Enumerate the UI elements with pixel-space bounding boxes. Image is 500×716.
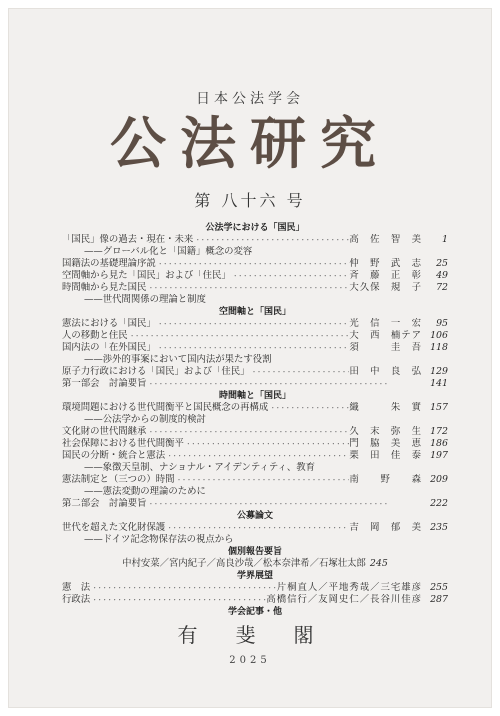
leader-dots: [156, 318, 350, 330]
toc-subtitle: ——渉外的事案において国内法が果たす役割: [84, 354, 272, 365]
volume-number: 第 八十六 号: [194, 191, 306, 210]
toc-author-list: 中村安菜／宮内紀子／高良沙哉／松本奈津希／石塚壮太郎: [122, 558, 366, 569]
toc-entry-author: 高 佐 智 美: [349, 234, 422, 245]
toc-entry-title: 世代を超えた文化財保護: [62, 522, 166, 533]
toc-page-number: 129: [430, 366, 448, 377]
toc-entry-author: 仲 野 武 志: [349, 258, 422, 269]
toc-page-number: 106: [430, 330, 448, 341]
leader-dots: [250, 366, 350, 378]
toc-page-number: 255: [430, 582, 448, 593]
toc-entry-author: 大 西 楠テア: [349, 330, 422, 341]
society-name: 日本公法学会: [196, 91, 304, 107]
toc-entry: [62, 426, 448, 438]
toc-page-number: 197: [430, 450, 448, 461]
book-cover: [8, 8, 492, 708]
journal-title: 公法研究: [110, 111, 390, 177]
toc-entry: [62, 402, 448, 414]
toc-entry: [62, 318, 448, 330]
toc-entry: [62, 258, 448, 270]
leader-dots: [193, 234, 349, 246]
toc-subtitle: ——憲法変動の理論のために: [84, 486, 206, 497]
toc-entry-author: 須 圭 吾: [349, 342, 422, 353]
toc-page-number: 157: [430, 402, 448, 413]
toc-entry-title: 原子力行政における「国民」および「住民」: [62, 366, 250, 377]
leader-dots: [268, 402, 349, 414]
toc-entry-title: 環境問題における世代間衡平と国民概念の再構成: [62, 402, 269, 413]
toc-entry-title: 国籍法の基礎理論序説: [62, 258, 156, 269]
toc-entry: [62, 270, 448, 282]
toc-page-number: 1: [442, 234, 448, 245]
toc-entry-author: 光 信 一 宏: [349, 318, 422, 329]
toc-entry-author: 大久保 規 子: [349, 282, 422, 293]
toc-page-number: 25: [436, 258, 448, 269]
publication-year: 2025: [229, 655, 271, 666]
leader-dots: [128, 330, 350, 342]
toc-entry-title: 文化財の世代間継承: [62, 426, 147, 437]
leader-dots: [184, 438, 349, 450]
toc-section-heading: 学界展望: [236, 571, 273, 581]
toc-entry: [62, 582, 448, 594]
leader-dots: [165, 450, 349, 462]
toc-entry-author: 吉 岡 郁 美: [349, 522, 422, 533]
leader-dots: [175, 474, 350, 486]
toc-entry-author: 織 朱 實: [349, 402, 422, 413]
toc-subtitle: ——象徴天皇制、ナショナル・アイデンティティ、教育: [84, 462, 315, 473]
toc-entry-title: 憲法制定と（三つの）時間: [62, 474, 175, 485]
toc-entry-title: 第一部会 討論要旨: [62, 378, 147, 389]
toc-entry-title: 憲法における「国民」: [62, 318, 156, 329]
toc-subtitle: ——グローバル化と「国籍」概念の変容: [84, 246, 253, 257]
toc-report-authors: [62, 558, 448, 570]
toc-subtitle: ——公法学からの制度的検討: [84, 414, 206, 425]
toc-entry: [62, 342, 448, 354]
toc-entry: [62, 498, 448, 510]
toc-entry: [62, 474, 448, 486]
toc-page-number: 72: [436, 282, 448, 293]
toc-entry: [62, 282, 448, 294]
toc-page-number: 118: [430, 342, 448, 353]
toc-entry: [62, 234, 448, 246]
toc-page-number: 186: [430, 438, 448, 449]
toc-entry-title: 第二部会 討論要旨: [62, 498, 147, 509]
toc-section-heading: 時間軸と「国民」: [218, 391, 291, 401]
leader-dots: [146, 426, 349, 438]
toc-entry: [62, 378, 448, 390]
toc-subtitle: ——世代間関係の理論と制度: [84, 294, 206, 305]
leader-dots: [146, 282, 349, 294]
toc-entry-author: 門 脇 美 恵: [349, 438, 422, 449]
toc-subtitle: ——ドイツ記念物保存法の視点から: [84, 534, 234, 545]
toc-entry-author: 斉 藤 正 彰: [349, 270, 422, 281]
toc-entry-author: 久 末 弥 生: [349, 426, 422, 437]
toc-section-heading: 公法学における「国民」: [205, 223, 305, 233]
toc-entry-author: 田 中 良 弘: [349, 366, 422, 377]
toc-section-heading: 公募論文: [236, 511, 273, 521]
table-of-contents: [62, 222, 448, 618]
leader-dots: [156, 258, 350, 270]
leader-dots: [231, 270, 350, 282]
toc-entry-title: 社会保障における世代間衡平: [62, 438, 184, 449]
toc-entry: [62, 450, 448, 462]
toc-section-heading: 個別報告要旨: [227, 547, 282, 557]
toc-entry-title: 国民の分断・統合と憲法: [62, 450, 166, 461]
toc-page-number: 245: [369, 558, 388, 569]
toc-entry: [62, 330, 448, 342]
toc-entry-author: 南 野 森: [349, 474, 422, 485]
toc-page-number: 95: [436, 318, 448, 329]
toc-entry-author: 栗 田 佳 泰: [349, 450, 422, 461]
leader-dots: [146, 378, 422, 390]
toc-section-heading: 学会記事・他: [227, 607, 282, 617]
leader-dots: [90, 594, 266, 606]
toc-entry-title: 空間軸から見た「国民」および「住民」: [62, 270, 231, 281]
publisher-name: 有 斐 閣: [177, 623, 323, 647]
toc-page-number: 287: [430, 594, 448, 605]
toc-entry: [62, 438, 448, 450]
leader-dots: [90, 582, 277, 594]
toc-entry-author: 高橋信行／友岡史仁／長谷川佳彦: [266, 594, 422, 605]
toc-page-number: 172: [430, 426, 448, 437]
leader-dots: [146, 498, 422, 510]
toc-entry: [62, 522, 448, 534]
toc-entry-title: 憲 法: [62, 582, 91, 593]
toc-entry-title: 行政法: [62, 594, 91, 605]
leader-dots: [156, 342, 350, 354]
toc-entry-title: 人の移動と住民: [62, 330, 128, 341]
leader-dots: [165, 522, 349, 534]
toc-entry-author: 片桐直人／平地秀哉／三宅雄彦: [276, 582, 422, 593]
toc-entry: [62, 594, 448, 606]
toc-page-number: 49: [436, 270, 448, 281]
toc-entry-title: 国内法の「在外国民」: [62, 342, 156, 353]
toc-page-number: 141: [430, 378, 448, 389]
toc-page-number: 235: [430, 522, 448, 533]
toc-page-number: 222: [430, 498, 448, 509]
toc-section-heading: 空間軸と「国民」: [218, 307, 291, 317]
toc-entry-title: 時間軸から見た国民: [62, 282, 147, 293]
toc-page-number: 209: [430, 474, 448, 485]
toc-entry-title: 「国民」像の過去・現在・未来: [62, 234, 194, 245]
toc-entry: [62, 366, 448, 378]
